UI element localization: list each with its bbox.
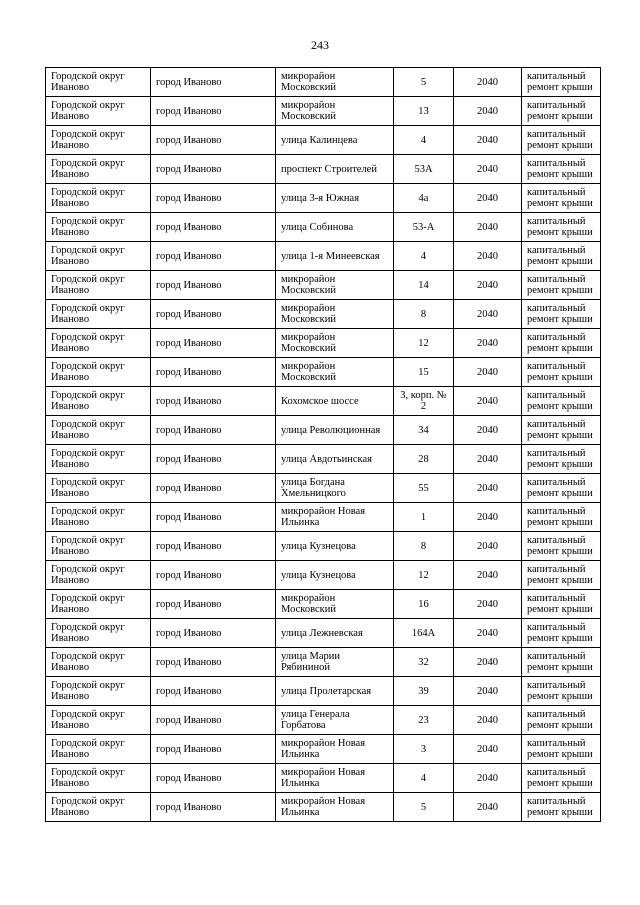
city-cell: город Иваново [151, 706, 276, 735]
house-number-cell: 1 [394, 503, 454, 532]
house-number-cell: 53-А [394, 213, 454, 242]
street-cell: улица Калинцева [276, 126, 394, 155]
table-row [46, 271, 601, 300]
municipality-cell: Городской округ Иваново [46, 213, 151, 242]
year-cell: 2040 [454, 706, 522, 735]
year-cell: 2040 [454, 155, 522, 184]
table-row [46, 445, 601, 474]
street-cell: микрорайон Московский [276, 329, 394, 358]
house-number-cell: 3, корп. № 2 [394, 387, 454, 416]
year-cell: 2040 [454, 561, 522, 590]
municipality-cell: Городской округ Иваново [46, 735, 151, 764]
year-cell: 2040 [454, 242, 522, 271]
table-row [46, 68, 601, 97]
year-cell: 2040 [454, 68, 522, 97]
municipality-cell: Городской округ Иваново [46, 677, 151, 706]
municipality-cell: Городской округ Иваново [46, 300, 151, 329]
street-cell: улица Кузнецова [276, 561, 394, 590]
table-row [46, 97, 601, 126]
house-number-cell: 14 [394, 271, 454, 300]
municipality-cell: Городской округ Иваново [46, 474, 151, 503]
work-type-cell: капитальный ремонт крыши [522, 213, 601, 242]
house-number-cell: 12 [394, 561, 454, 590]
year-cell: 2040 [454, 126, 522, 155]
house-number-cell: 5 [394, 68, 454, 97]
year-cell: 2040 [454, 213, 522, 242]
year-cell: 2040 [454, 677, 522, 706]
work-type-cell: капитальный ремонт крыши [522, 445, 601, 474]
street-cell: микрорайон Московский [276, 68, 394, 97]
municipality-cell: Городской округ Иваново [46, 416, 151, 445]
year-cell: 2040 [454, 648, 522, 677]
work-type-cell: капитальный ремонт крыши [522, 561, 601, 590]
work-type-cell: капитальный ремонт крыши [522, 358, 601, 387]
street-cell: микрорайон Московский [276, 358, 394, 387]
table-body [46, 68, 601, 822]
page-number: 243 [311, 38, 329, 52]
street-cell: улица Генерала Горбатова [276, 706, 394, 735]
house-number-cell: 28 [394, 445, 454, 474]
table-row [46, 184, 601, 213]
house-number-cell: 4 [394, 242, 454, 271]
municipality-cell: Городской округ Иваново [46, 619, 151, 648]
municipality-cell: Городской округ Иваново [46, 648, 151, 677]
housing-repair-table [45, 67, 601, 822]
municipality-cell: Городской округ Иваново [46, 532, 151, 561]
street-cell: микрорайон Новая Ильинка [276, 503, 394, 532]
table-row [46, 503, 601, 532]
house-number-cell: 23 [394, 706, 454, 735]
house-number-cell: 55 [394, 474, 454, 503]
work-type-cell: капитальный ремонт крыши [522, 503, 601, 532]
house-number-cell: 4а [394, 184, 454, 213]
street-cell: проспект Строителей [276, 155, 394, 184]
year-cell: 2040 [454, 445, 522, 474]
city-cell: город Иваново [151, 416, 276, 445]
street-cell: улица Богдана Хмельницкого [276, 474, 394, 503]
city-cell: город Иваново [151, 474, 276, 503]
table-row [46, 474, 601, 503]
table-row [46, 590, 601, 619]
work-type-cell: капитальный ремонт крыши [522, 184, 601, 213]
city-cell: город Иваново [151, 271, 276, 300]
city-cell: город Иваново [151, 735, 276, 764]
year-cell: 2040 [454, 619, 522, 648]
table-row [46, 387, 601, 416]
year-cell: 2040 [454, 735, 522, 764]
street-cell: улица 3-я Южная [276, 184, 394, 213]
street-cell: улица Лежневская [276, 619, 394, 648]
city-cell: город Иваново [151, 213, 276, 242]
municipality-cell: Городской округ Иваново [46, 706, 151, 735]
municipality-cell: Городской округ Иваново [46, 97, 151, 126]
table-row [46, 735, 601, 764]
table-row [46, 329, 601, 358]
year-cell: 2040 [454, 416, 522, 445]
street-cell: микрорайон Новая Ильинка [276, 735, 394, 764]
work-type-cell: капитальный ремонт крыши [522, 68, 601, 97]
street-cell: улица Собинова [276, 213, 394, 242]
year-cell: 2040 [454, 358, 522, 387]
city-cell: город Иваново [151, 68, 276, 97]
municipality-cell: Городской округ Иваново [46, 329, 151, 358]
house-number-cell: 12 [394, 329, 454, 358]
street-cell: Кохомское шоссе [276, 387, 394, 416]
city-cell: город Иваново [151, 764, 276, 793]
house-number-cell: 16 [394, 590, 454, 619]
street-cell: улица Авдотьинская [276, 445, 394, 474]
house-number-cell: 4 [394, 126, 454, 155]
municipality-cell: Городской округ Иваново [46, 126, 151, 155]
city-cell: город Иваново [151, 677, 276, 706]
work-type-cell: капитальный ремонт крыши [522, 271, 601, 300]
work-type-cell: капитальный ремонт крыши [522, 764, 601, 793]
work-type-cell: капитальный ремонт крыши [522, 155, 601, 184]
year-cell: 2040 [454, 503, 522, 532]
year-cell: 2040 [454, 300, 522, 329]
street-cell: улица 1-я Минеевская [276, 242, 394, 271]
work-type-cell: капитальный ремонт крыши [522, 590, 601, 619]
year-cell: 2040 [454, 793, 522, 822]
city-cell: город Иваново [151, 97, 276, 126]
work-type-cell: капитальный ремонт крыши [522, 735, 601, 764]
street-cell: микрорайон Московский [276, 590, 394, 619]
street-cell: улица Марии Рябининой [276, 648, 394, 677]
city-cell: город Иваново [151, 590, 276, 619]
house-number-cell: 3 [394, 735, 454, 764]
year-cell: 2040 [454, 329, 522, 358]
street-cell: микрорайон Московский [276, 300, 394, 329]
city-cell: город Иваново [151, 184, 276, 213]
table-row [46, 126, 601, 155]
city-cell: город Иваново [151, 126, 276, 155]
year-cell: 2040 [454, 271, 522, 300]
city-cell: город Иваново [151, 242, 276, 271]
work-type-cell: капитальный ремонт крыши [522, 329, 601, 358]
house-number-cell: 39 [394, 677, 454, 706]
street-cell: улица Пролетарская [276, 677, 394, 706]
work-type-cell: капитальный ремонт крыши [522, 300, 601, 329]
municipality-cell: Городской округ Иваново [46, 358, 151, 387]
work-type-cell: капитальный ремонт крыши [522, 648, 601, 677]
table-row [46, 416, 601, 445]
table-row [46, 532, 601, 561]
year-cell: 2040 [454, 532, 522, 561]
table-row [46, 300, 601, 329]
table-row [46, 706, 601, 735]
city-cell: город Иваново [151, 793, 276, 822]
work-type-cell: капитальный ремонт крыши [522, 793, 601, 822]
table-row [46, 242, 601, 271]
year-cell: 2040 [454, 184, 522, 213]
city-cell: город Иваново [151, 329, 276, 358]
work-type-cell: капитальный ремонт крыши [522, 619, 601, 648]
city-cell: город Иваново [151, 619, 276, 648]
house-number-cell: 5 [394, 793, 454, 822]
city-cell: город Иваново [151, 503, 276, 532]
table-row [46, 561, 601, 590]
table-row [46, 213, 601, 242]
municipality-cell: Городской округ Иваново [46, 445, 151, 474]
work-type-cell: капитальный ремонт крыши [522, 706, 601, 735]
municipality-cell: Городской округ Иваново [46, 387, 151, 416]
street-cell: улица Революционная [276, 416, 394, 445]
work-type-cell: капитальный ремонт крыши [522, 474, 601, 503]
table-row [46, 648, 601, 677]
work-type-cell: капитальный ремонт крыши [522, 677, 601, 706]
municipality-cell: Городской округ Иваново [46, 764, 151, 793]
city-cell: город Иваново [151, 358, 276, 387]
year-cell: 2040 [454, 97, 522, 126]
house-number-cell: 13 [394, 97, 454, 126]
house-number-cell: 8 [394, 300, 454, 329]
street-cell: микрорайон Новая Ильинка [276, 764, 394, 793]
table-row [46, 677, 601, 706]
city-cell: город Иваново [151, 387, 276, 416]
house-number-cell: 53А [394, 155, 454, 184]
city-cell: город Иваново [151, 561, 276, 590]
work-type-cell: капитальный ремонт крыши [522, 387, 601, 416]
street-cell: микрорайон Московский [276, 271, 394, 300]
municipality-cell: Городской округ Иваново [46, 242, 151, 271]
year-cell: 2040 [454, 474, 522, 503]
street-cell: микрорайон Московский [276, 97, 394, 126]
municipality-cell: Городской округ Иваново [46, 503, 151, 532]
work-type-cell: капитальный ремонт крыши [522, 242, 601, 271]
table-row [46, 358, 601, 387]
work-type-cell: капитальный ремонт крыши [522, 97, 601, 126]
house-number-cell: 8 [394, 532, 454, 561]
street-cell: микрорайон Новая Ильинка [276, 793, 394, 822]
table-row [46, 155, 601, 184]
city-cell: город Иваново [151, 532, 276, 561]
city-cell: город Иваново [151, 300, 276, 329]
municipality-cell: Городской округ Иваново [46, 793, 151, 822]
house-number-cell: 32 [394, 648, 454, 677]
city-cell: город Иваново [151, 155, 276, 184]
municipality-cell: Городской округ Иваново [46, 271, 151, 300]
house-number-cell: 4 [394, 764, 454, 793]
table-row [46, 619, 601, 648]
work-type-cell: капитальный ремонт крыши [522, 532, 601, 561]
municipality-cell: Городской округ Иваново [46, 590, 151, 619]
work-type-cell: капитальный ремонт крыши [522, 416, 601, 445]
city-cell: город Иваново [151, 648, 276, 677]
street-cell: улица Кузнецова [276, 532, 394, 561]
work-type-cell: капитальный ремонт крыши [522, 126, 601, 155]
house-number-cell: 164А [394, 619, 454, 648]
year-cell: 2040 [454, 590, 522, 619]
year-cell: 2040 [454, 764, 522, 793]
municipality-cell: Городской округ Иваново [46, 184, 151, 213]
table-row [46, 793, 601, 822]
municipality-cell: Городской округ Иваново [46, 155, 151, 184]
house-number-cell: 15 [394, 358, 454, 387]
year-cell: 2040 [454, 387, 522, 416]
municipality-cell: Городской округ Иваново [46, 561, 151, 590]
city-cell: город Иваново [151, 445, 276, 474]
table-row [46, 764, 601, 793]
house-number-cell: 34 [394, 416, 454, 445]
municipality-cell: Городской округ Иваново [46, 68, 151, 97]
